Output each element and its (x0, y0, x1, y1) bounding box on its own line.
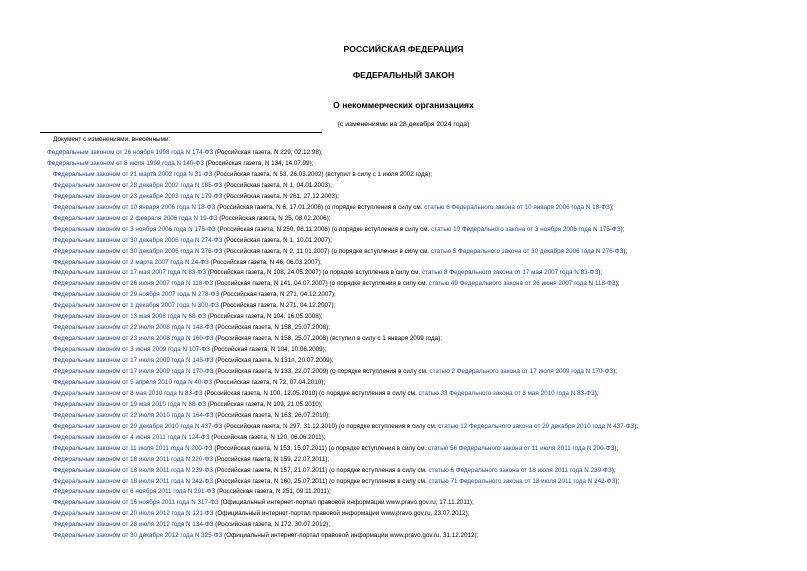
amendment-law-link[interactable]: Федеральным законом от 22 июля 2010 года N 164-ФЗ (53, 411, 214, 419)
amendment-tail-text: ); (623, 247, 628, 255)
amendment-law-link[interactable]: Федеральным законом от 8 мая 2010 года N 83-ФЗ (53, 389, 203, 397)
amendment-law-link[interactable]: Федеральным законом от 16 ноября 2011 года N 317-ФЗ (53, 499, 219, 507)
amendment-tail-text: ); (594, 389, 599, 397)
amendment-publication-text: (Российская газета, N 297, 31.12.2010) (о порядке вступления в силу см. (222, 422, 439, 430)
amendment-item (47, 148, 323, 158)
amendment-item (53, 378, 325, 388)
amendment-law-link[interactable]: Федеральным законом от 5 апреля 2010 года N 40-ФЗ (53, 378, 213, 386)
amendment-item (53, 181, 332, 191)
amendment-item (47, 159, 314, 169)
amendment-publication-text: (Официальный интернет-портал правовой информации www.pravo.gov.ru, 23.07.2012); (213, 510, 470, 518)
amendment-law-link[interactable]: Федеральным законом от 28 июля 2012 года N 134-ФЗ (53, 521, 214, 529)
amendment-publication-text: (Российская газета, N 229, 02.12.98); (213, 149, 323, 156)
amendment-publication-text: (Российская газета, N 251, 09.11.2011); (215, 488, 331, 496)
amendment-publication-text: (Российская газета, N 271, 04.12.2007); (219, 291, 336, 299)
doc-type-heading: ФЕДЕРАЛЬНЫЙ ЗАКОН (352, 70, 455, 80)
amendment-law-link[interactable]: Федеральным законом от 2 марта 2007 года N 24-ФЗ (53, 258, 209, 266)
amendment-item (53, 268, 602, 278)
amendment-law-link[interactable]: Федеральным законом от 18 июля 2011 года N 220-ФЗ (53, 455, 214, 463)
amendment-publication-text: (Российская газета, N 104, 16.05.2008); (206, 313, 323, 321)
amendment-law-link[interactable]: Федеральным законом от 21 марта 2002 года N 31-ФЗ (53, 170, 213, 178)
amendment-item (53, 455, 329, 465)
amendment-item (53, 520, 330, 530)
amendment-law-link[interactable]: Федеральным законом от 18 июля 2011 года N 239-ФЗ (53, 466, 214, 474)
amendment-publication-text: (Российская газета, N 159, 22.07.2011); (213, 455, 330, 463)
amendment-item (53, 323, 330, 333)
amendment-publication-text: (Российская газета, N 100, 12.05.2010) (о порядке вступления в силу см. (202, 389, 419, 397)
amendment-item (53, 466, 616, 476)
law-title: О некоммерческих организациях (333, 100, 474, 110)
effective-date-article-link[interactable]: статью 12 Федерального закона от 29 декабря 2010 года N 437-ФЗ (438, 422, 635, 430)
amendment-publication-text: (Российская газета, N 131п, 20.07.2009); (213, 357, 334, 365)
amendment-publication-text: (Российская газета, N 271, 04.12.2007); (218, 302, 336, 310)
amendment-publication-text: (Российская газета, N 250, 08.11.2006) (о порядке вступления в силу см. (215, 225, 432, 233)
amendment-tail-text: ); (615, 477, 620, 485)
amendment-law-link[interactable]: Федеральным законом от 20 июля 2012 года N 121-ФЗ (53, 510, 214, 518)
amendment-item (53, 422, 638, 432)
amendments-date-note: (с изменениями на 28 декабря 2024 года) (337, 121, 470, 128)
amendments-intro: Документ с изменениями, внесенными: (53, 136, 171, 143)
amendment-item (53, 509, 469, 519)
amendment-publication-text: (Российская газета, N 157, 21.07.2011) (о порядке вступления в силу см. (213, 466, 429, 474)
amendment-item (53, 334, 442, 344)
amendment-law-link[interactable]: Федеральным законом от 29 декабря 2010 года N 437-ФЗ (53, 422, 223, 430)
effective-date-article-link[interactable]: статью 6 Федерального закона от 18 июля 2011 года N 239-ФЗ (428, 466, 612, 474)
effective-date-article-link[interactable]: статью 71 Федерального закона от 18 июля 2011 года N 242-ФЗ (428, 477, 616, 485)
amendment-tail-text: ); (598, 269, 603, 277)
amendment-item (53, 531, 478, 541)
effective-date-article-link[interactable]: статью 8 Федерального закона от 17 мая 2007 года N 83-ФЗ (422, 269, 599, 277)
amendment-publication-text: (Российская газета, N 172, 30.07.2012); (213, 521, 331, 529)
amendment-publication-text: (Российская газета, N 261, 27.12.2003); (222, 192, 339, 200)
amendment-law-link[interactable]: Федеральным законом от 1 декабря 2007 года N 300-ФЗ (53, 302, 219, 310)
amendment-law-link[interactable]: Федеральным законом от 22 июля 2008 года N 148-ФЗ (53, 324, 214, 332)
amendment-item (53, 279, 619, 289)
amendment-publication-text: (Российская газета, N 158, 25.07.2008) (вступил в силу с 1 января 2009 года); (213, 335, 443, 343)
amendment-publication-text: (Российская газета, N 109, 21.05.2010); (206, 400, 323, 408)
amendment-tail-text: ); (613, 368, 618, 375)
effective-date-article-link[interactable]: статью 5 Федерального закона от 30 декабря 2006 года N 276-ФЗ (430, 247, 624, 255)
amendment-publication-text: (Российская газета, N 6, 17.01.2006) (о порядке вступления в силу см. (215, 203, 425, 211)
effective-date-article-link[interactable]: статью 2 Федерального закона от 17 июля 2009 года N 170-ФЗ (429, 368, 614, 375)
amendment-law-link[interactable]: Федеральным законом от 28 декабря 2002 года N 185-ФЗ (53, 181, 223, 189)
amendment-tail-text: ); (611, 466, 616, 474)
amendment-law-link[interactable]: Федеральным законом от 3 июня 2009 года N 107-ФЗ (53, 346, 210, 354)
amendment-tail-text: ); (634, 422, 639, 430)
amendment-law-link[interactable]: Федеральным законом от 30 декабря 2006 года N 276-ФЗ (53, 247, 223, 255)
amendment-item (53, 477, 619, 487)
amendment-item (53, 203, 614, 213)
amendment-publication-text: (Российская газета, N 53, 26.03.2002) (вступил в силу с 1 июля 2002 года); (212, 170, 433, 178)
amendment-law-link[interactable]: Федеральным законом от 17 июля 2009 года N 170-ФЗ (53, 368, 214, 375)
amendment-tail-text: ); (615, 280, 620, 288)
amendment-item (53, 170, 432, 180)
amendment-law-link[interactable]: Федеральным законом от 29 ноября 2007 года N 278-ФЗ (53, 291, 220, 299)
amendment-publication-text: (Российская газета, N 133, 22.07.2009) (о порядке вступления в силу см. (213, 368, 430, 375)
amendment-item (53, 345, 326, 355)
amendment-item (53, 411, 330, 421)
amendment-item (53, 367, 617, 377)
amendment-item (53, 312, 323, 322)
amendment-publication-text: (Российская газета, N 1, 10.01.2007); (222, 236, 332, 244)
amendment-item (53, 433, 326, 443)
amendment-item (53, 258, 322, 268)
amendment-publication-text: (Российская газета, N 153, 15.07.2011) (о порядке вступления в силу см. (212, 444, 429, 452)
amendment-law-link[interactable]: Федеральным законом от 2 февраля 2006 года N 19-ФЗ (53, 214, 218, 222)
amendment-law-link[interactable]: Федеральным законом от 30 декабря 2006 года N 274-ФЗ (53, 236, 223, 244)
amendment-law-link[interactable]: Федеральным законом от 4 июня 2011 года N 124-ФЗ (53, 433, 210, 441)
amendment-item (53, 247, 627, 257)
amendment-item (53, 444, 618, 454)
amendment-publication-text: (Российская газета, N 160, 25.07.2011) (о порядке вступления в силу см. (213, 477, 429, 485)
amendment-law-link[interactable]: Федеральным законом от 17 июля 2009 года N 145-ФЗ (53, 357, 214, 365)
amendment-law-link[interactable]: Федеральным законом от 10 января 2006 года N 18-ФЗ (53, 203, 216, 211)
amendment-item (53, 225, 624, 235)
amendment-publication-text: (Российская газета, N 108, 24.05.2007) (о порядке вступления в силу см. (206, 269, 422, 277)
amendment-item (53, 487, 331, 497)
amendment-tail-text: ); (620, 225, 625, 233)
amendment-law-link[interactable]: Федеральным законом от 11 июля 2011 года N 200-ФЗ (53, 444, 213, 452)
amendment-law-link[interactable]: Федеральным законом от 13 мая 2008 года N 68-ФЗ (53, 313, 207, 321)
amendment-publication-text: (Российская газета, N 120, 06.06.2011); (209, 433, 326, 441)
amendment-item (53, 400, 323, 410)
amendment-publication-text: (Российская газета, N 163, 26.07.2010); (213, 411, 331, 419)
amendment-publication-text: (Российская газета, N 72, 07.04.2010); (212, 378, 326, 386)
amendment-publication-text: (Российская газета, N 25, 08.02.2006); (217, 214, 331, 222)
amendment-law-link[interactable]: Федеральным законом от 3 ноября 2006 года N 175-ФЗ (53, 225, 216, 233)
effective-date-article-link[interactable]: статью 6 Федерального закона от 10 января 2006 года N 18-ФЗ (424, 203, 610, 211)
amendment-law-link[interactable]: Федеральным законом от 6 ноября 2011 года N 291-ФЗ (53, 488, 216, 496)
amendment-publication-text: (Российская газета, N 141, 04.07.2007) (о порядке вступления в силу см. (213, 280, 429, 288)
amendment-item (53, 301, 335, 311)
amendment-item (53, 290, 336, 300)
amendment-tail-text: ); (609, 203, 614, 211)
amendment-publication-text: (Российская газета, N 1, 04.01.2003); (222, 181, 332, 189)
amendment-item (53, 236, 332, 246)
amendment-item (53, 498, 474, 508)
amendment-publication-text: (Российская газета, N 2, 11.01.2007) (о порядке вступления в силу см. (222, 247, 431, 255)
amendment-tail-text: ); (614, 444, 619, 452)
effective-date-article-link[interactable]: статью 56 Федерального закона от 11 июля 2011 года N 200-ФЗ (428, 444, 615, 452)
amendment-law-link[interactable]: Федеральным законом от 26 ноября 1998 года N 174-ФЗ (47, 149, 214, 156)
amendment-publication-text: (Российская газета, N 104, 10.06.2009); (209, 346, 327, 354)
amendment-item (53, 214, 330, 224)
amendment-publication-text: (Российская газета, N 134, 14.07.99); (204, 159, 314, 167)
effective-date-article-link[interactable]: статью 49 Федерального закона от 26 июня 2007 года N 118-ФЗ (428, 280, 616, 288)
amendment-item (53, 389, 599, 399)
amendment-law-link[interactable]: Федеральным законом от 30 декабря 2012 года N 325-ФЗ (53, 532, 223, 540)
amendment-law-link[interactable]: Федеральным законом от 17 мая 2007 года N 83-ФЗ (53, 269, 207, 277)
amendment-item (53, 356, 333, 366)
amendment-law-link[interactable]: Федеральным законом от 23 июля 2008 года N 160-ФЗ (53, 335, 214, 343)
amendment-law-link[interactable]: Федеральным законом от 8 июля 1999 года N 140-ФЗ (47, 159, 205, 167)
amendment-publication-text: (Официальный интернет-портал правовой информации www.pravo.gov.ru, 31.12.2012); (222, 532, 479, 540)
amendment-publication-text: (Российская газета, N 46, 06.03.2007); (208, 258, 322, 266)
amendment-law-link[interactable]: Федеральным законом от 23 декабря 2003 года N 179-ФЗ (53, 192, 223, 200)
effective-date-article-link[interactable]: статью 33 Федерального закона от 8 мая 2010 года N 83-ФЗ (418, 389, 595, 397)
separator-line (40, 132, 322, 133)
amendment-law-link[interactable]: Федеральным законом от 26 июня 2007 года N 118-ФЗ (53, 280, 213, 288)
effective-date-article-link[interactable]: статью 10 Федерального закона от 3 ноября 2006 года N 175-ФЗ (431, 225, 621, 233)
amendment-law-link[interactable]: Федеральным законом от 18 июля 2011 года N 242-ФЗ (53, 477, 214, 485)
amendment-item (53, 192, 339, 202)
amendment-publication-text: (Официальный интернет-портал правовой информации www.pravo.gov.ru, 17.11.2011); (218, 499, 474, 507)
country-heading: РОССИЙСКАЯ ФЕДЕРАЦИЯ (343, 44, 464, 54)
amendment-law-link[interactable]: Федеральным законом от 19 мая 2010 года N 88-ФЗ (53, 400, 207, 408)
amendment-publication-text: (Российская газета, N 158, 25.07.2008); (213, 324, 331, 332)
